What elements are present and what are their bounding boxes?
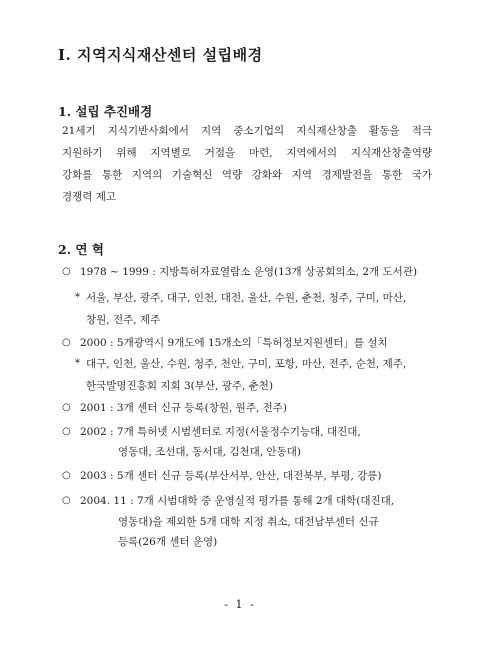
history-entry: 2000 : 5개광역시 9개도에 15개소의「특허정보지원센터」를 설치 bbox=[80, 337, 388, 349]
chapter-title: Ⅰ. 지역지식재산센터 설립배경 bbox=[58, 46, 263, 64]
history-entry: 등록(26개 센터 운영) bbox=[118, 536, 218, 548]
paragraph-line: 지원하기 위해 지역별로 거점을 마련, 지역에서의 지식재산창출역량 bbox=[62, 147, 432, 159]
circle-bullet-icon: ○ bbox=[62, 426, 71, 437]
section-title-history: 2. 연 혁 bbox=[58, 242, 104, 257]
section-title-background: 1. 설립 추진배경 bbox=[58, 104, 153, 119]
history-entry: 한국발명진흥회 지회 3(부산, 광주, 춘천) bbox=[86, 380, 274, 392]
circle-bullet-icon: ○ bbox=[62, 266, 71, 277]
paragraph-line: 강화를 통한 지역의 기술혁신 역량 강화와 지역 경제발전을 통한 국가 bbox=[62, 169, 432, 181]
history-entry: 2003 : 5개 센터 신규 등록(부산서부, 안산, 대전북부, 부평, 강릉) bbox=[80, 470, 382, 482]
history-entry: 영동대)을 제외한 5개 대학 지정 취소, 대전남부센터 신규 bbox=[118, 516, 379, 528]
circle-bullet-icon: ○ bbox=[62, 495, 71, 506]
history-entry: 2004. 11 : 7개 시범대학 중 운영실적 평가를 통해 2개 대학(대진대, bbox=[80, 495, 395, 507]
circle-bullet-icon: ○ bbox=[62, 402, 71, 413]
circle-bullet-icon: ○ bbox=[62, 337, 71, 348]
page-number: - 1 - bbox=[224, 598, 256, 611]
history-entry: 서울, 부산, 광주, 대구, 인천, 대전, 울산, 수원, 춘천, 청주, 구미, 마산, bbox=[86, 292, 407, 304]
paragraph-line: 21세기 지식기반사회에서 지역 중소기업의 지식재산창출 활동을 적극 bbox=[62, 125, 432, 137]
asterisk-bullet-icon: * bbox=[75, 292, 80, 303]
paragraph-line: 경쟁력 제고 bbox=[62, 191, 117, 203]
history-entry: 창원, 전주, 제주 bbox=[86, 314, 161, 326]
history-entry: 대구, 인천, 울산, 수원, 청주, 천안, 구미, 포항, 마산, 전주, 순천, 제주, bbox=[86, 358, 407, 370]
history-entry: 2001 : 3개 센터 신규 등록(창원, 원주, 전주) bbox=[80, 402, 288, 414]
asterisk-bullet-icon: * bbox=[75, 358, 80, 369]
history-entry: 2002 : 7개 특허넷 시범센터로 지정(서울정수기능대, 대진대, bbox=[80, 426, 361, 438]
history-entry: 1978 ~ 1999 : 지방특허자료열람소 운영(13개 상공회의소, 2개 도서관) bbox=[80, 266, 418, 278]
circle-bullet-icon: ○ bbox=[62, 470, 71, 481]
history-entry: 영동대, 조선대, 동서대, 김천대, 안동대) bbox=[118, 446, 301, 458]
background-paragraph bbox=[62, 120, 432, 208]
